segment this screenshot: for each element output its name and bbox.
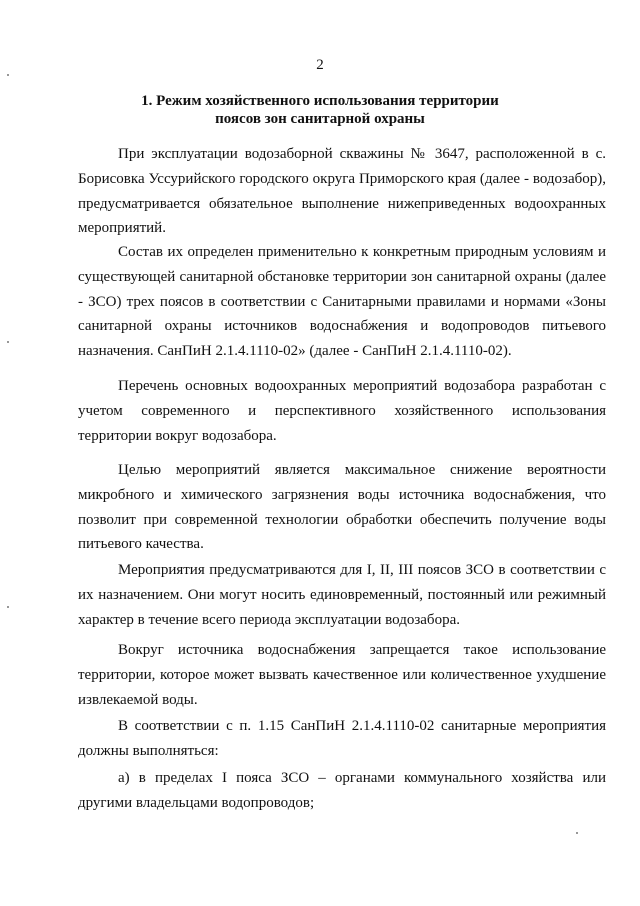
- paragraph-composition: Состав их определен применительно к конкретным природным условиям и существующей санитарной обстановке территории зон санитарной охраны (далее - ЗСО) трех поясов в соответствии с Санитарными правилами и нормами «Зоны санитарной охраны источников водоснабжения и водопроводов питьевого назначения. СанПиН 2.1.4.1110-02» (далее - СанПиН 2.1.4.1110-02).: [78, 244, 606, 360]
- scan-mark: [576, 832, 578, 834]
- page-number: 2: [316, 57, 324, 73]
- paragraph-measures-list: Перечень основных водоохранных мероприятий водозабора разработан с учетом современного и перспективного хозяйственного использования территории вокруг водозабора.: [78, 378, 606, 444]
- paragraph-intro: При эксплуатации водозаборной скважины № 3647, расположенной в с. Борисовка Уссурийского городского округа Приморского края (далее - водозабор), предусматривается обязательное выполнение нижеприведенных водоохранных мероприятий.: [78, 146, 606, 237]
- paragraph-purpose: Целью мероприятий является максимальное снижение вероятности микробного и химического загрязнения воды источника водоснабжения, что позволит при современной технологии обработки обеспечить получение воды питьевого качества.: [78, 462, 606, 553]
- scan-mark: [7, 606, 9, 608]
- paragraph-prohibition: Вокруг источника водоснабжения запрещается такое использование территории, которое может вызвать качественное или количественное ухудшение извлекаемой воды.: [78, 642, 606, 708]
- list-item-a: а) в пределах I пояса ЗСО – органами коммунального хозяйства или другими владельцами водопроводов;: [78, 770, 606, 811]
- scan-mark: [7, 341, 9, 343]
- heading-line-1: 1. Режим хозяйственного использования территории: [141, 93, 499, 109]
- section-heading: [0, 92, 640, 128]
- heading-line-2: поясов зон санитарной охраны: [215, 111, 425, 127]
- paragraph-belts: Мероприятия предусматриваются для I, II, III поясов ЗСО в соответствии с их назначением. Они могут носить единовременный, постоянный или режимный характер в течение всего периода эксплуатации водозабора.: [78, 562, 606, 628]
- scan-mark: [7, 74, 9, 76]
- paragraph-sanpin-reference: В соответствии с п. 1.15 СанПиН 2.1.4.1110-02 санитарные мероприятия должны выполняться:: [78, 718, 606, 759]
